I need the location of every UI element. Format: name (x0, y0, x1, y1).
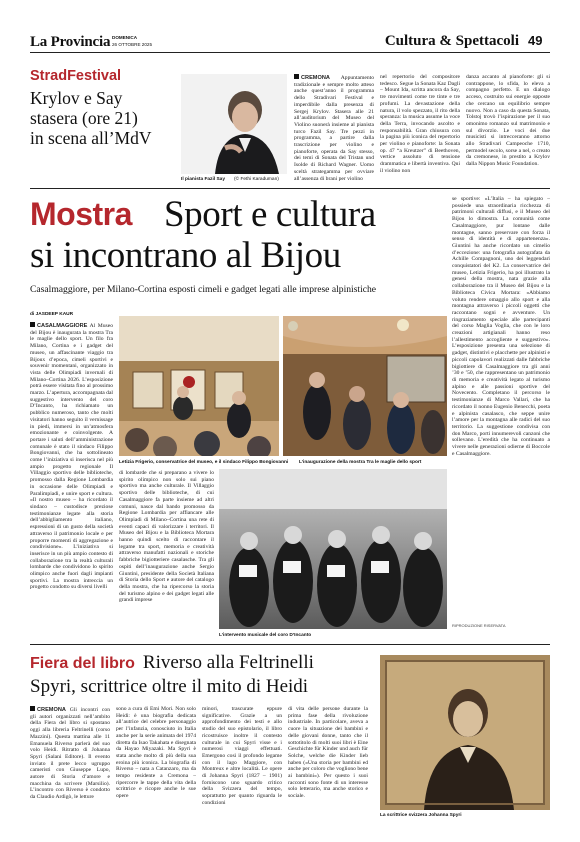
stradfestival-col-3 (466, 74, 550, 184)
pianist-credit: (© Fethi Karaduman) (234, 177, 279, 182)
mostra-credit: RIPRODUZIONE RISERVATA (452, 623, 506, 628)
header-rule (30, 52, 550, 53)
mostra-kicker: Mostra (30, 196, 132, 232)
photo-spyri (380, 655, 550, 810)
masthead-date: 26 OTTOBRE 2025 (112, 42, 153, 47)
page-number: 49 (528, 33, 543, 48)
stradfestival-rule (30, 188, 550, 189)
section-title: Cultura & Spettacoli (384, 33, 519, 49)
fiera-col-4 (288, 706, 368, 818)
stradfestival-kicker: StradFestival (30, 68, 122, 84)
fiera-col-3 (202, 706, 282, 818)
photo-inauguration (283, 316, 447, 456)
masthead-logo[interactable]: La Provincia (30, 34, 111, 50)
fiera-headline (30, 652, 314, 674)
mostra-title-2: si incontrano al Bijou (30, 235, 341, 276)
mostra-subtitle: Casalmaggiore, per Milano-Cortina esposti cimeli e gadget legati alle imprese alpinistiche (30, 284, 377, 295)
caption-inauguration: L’inaugurazione della mostra Tra le maglie dello sport (299, 460, 422, 465)
dateline-square-icon (30, 322, 35, 327)
mostra-text-1: Al Museo del Bijou è inaugurata la mostra Tra le maglie dello sport. Un filo fra Milano, Cortina e i gadget del museo, un affascinante viaggio tra Bijoux d’epoca, cimeli sportivi e souvenir momentani, organizzato in vista delle Olimpiadi invernali di Milano–Cortina 2026. L’esposizione potrà essere visitata fino al prossimo marzo. L’apertura, accompagnata dal suggestivo intervento del coro D’Incanto, ha richiamato un pubblico numeroso, tanto che molti visitatori hanno seguito il vernissage in piedi, immersi in un’atmosfera emozionante e coinvolgente. A portare i saluti dell’amministrazione comunale è stato il sindaco Filippo Bongiovanni, che ha sottolineato come l’iniziativa si inserisca nel più ampio progetto regionale Il Villaggio sportivo delle biblioteche, promosso dalla Regione Lombardia in occasione delle Olimpiadi e Paralimpiadi, e unire sport e cultura. «Il nostro museo – ha ricordato il sindaco – custodisce preziose testimonianze legate alla storia dell’abbigliamento italiano, espressioni di un gusto della società attraverso il patrimonio locale e per proporre momenti di aggregazione e condivisione». L’iniziativa si inserisce in un più ampio contesto di collaborazione tra la realtà culturali lombarde che condividono lo spirito olimpico anche fuori dagli impianti sportivi. La mostra intreccia un progetto condotto su diversi livelli (30, 323, 113, 591)
stradfestival-text-3: danza accanto al pianoforte: gli si contrappone, lo sfida, lo eleva a compagno perfetto. E un dialogo acceso, costruito sui energie opposte che cercano un equilibrio sempre nuovo. Non a caso da questa Sonata, Tolstoj trovò l’ispirazione per il suo omonimo romanzo sul matrimonio e sul divorzio. Le voci dei due musicisti si intrecceranno attorno allo Stradivari Campeoche 1710, permodel secolo, sorse a nel, o creato da cremonese, in prestito a Krylov dalla Nippon Music Foundation. (466, 74, 550, 168)
photo-choir (219, 469, 447, 629)
mostra-dateline: CASALMAGGIORE (37, 323, 88, 329)
fiera-title-1: Riverso alla Feltrinelli (142, 652, 314, 673)
masthead-day: DOMENICA (112, 35, 138, 40)
stradfestival-title-2: stasera (ore 21) (30, 108, 138, 128)
fiera-title-2: Spyri, scrittrice oltre il mito di Heidi (30, 676, 309, 697)
fiera-dateline: CREMONA (37, 707, 66, 713)
stradfestival-text-2: nel repertorio del compositore tedesco. Segue la Sonata Kaz Dagli – Mount Ida, scritta ancora da Say, tre movimenti come tre tinte e tre profumi. La devastazione della natura, il volo spezzato, il rito della speranza: la musica assume la voce della Terra, invocando ascolto e responsabilità. Gran chiusura con la pagina più iconica del repertorio per violino e pianoforte: la Sonata op. 47 “a Kreutzer” di Beethoven, vertice assoluto di tensione drammatica e libertà inventiva. Qui il violino non (380, 74, 460, 174)
mostra-col-2 (119, 470, 214, 635)
stradfestival-title-1: Krylov e Say (30, 88, 123, 108)
caption-frigerio: Letizia Frigerio, conservatrice del museo, e il sindaco Filippo Bongiovanni (119, 460, 289, 465)
caption-choir: L’intervento musicale del coro D’Incanto (219, 633, 312, 638)
pianist-caption: Il pianista Fazil Say (181, 177, 225, 182)
mostra-text-3: se sportive: «L’Italia – ha spiegato – possiede una straordinaria ricchezza di patrimoni culturali diffusi, e il Museo del Bijou lo dimostra. La comunità come Casalmaggiore, pur lontane dalle montagne, sanno preservare con forza il senso di identità e di appartenenza». Giuntini ha anche ricordato un cimelio d’eccezione: una fotografia autografata da Achille Compagnoni, uno dei leggendari conquistatori del K2. La conservatrice del museo, Letizia Frigerio, ha poi illustrato la genesi della mostra, nata grazie alla collaborazione tra il Museo del Bijou e la Biblioteca Civica Mortara: «Abbiamo voluto rendere omaggio allo sport e alla montagna attraverso i piccoli oggetti che raccontano sogni e avventure. Un ringraziamento speciale alle partecipanti del corso Maglia Voglia, che con le loro creazioni artigianali hanno reso l’allestimento accogliente e suggestivo». L’esposizione presenta una selezione di gadget, distintivi e placchette per alpinisti e piccoli capolavori realizzati dalle fabbriche bigiottiere di Casalmaggiore tra gli anni ’30 e ’50, che rappresentano un patrimonio di memoria e creatività legato al turismo alpino e alle passioni sportive del Novecento. Completano il percorso le testimonianze di Marco Vallari, che ha ricordato il nonno Eugenio Benecchi, poeta e alpinista casalasco, che seppe unire l’amore per la montagna alle radici del suo territorio. La suggestione condivisa con don Marco, porti innumerevoli canzoni che sollevano. L’eredità che ha continuato a vivere nelle generazioni odierne di Boccole e Casalmaggiore. (452, 196, 550, 457)
stradfestival-dateline: CREMONA (301, 75, 330, 81)
mostra-title-1: Sport e cultura (164, 194, 376, 235)
fiera-text-3: minori, trascurate eppure significative. Grazie a un approfondimento dei testi e allo studio del suo epistolario, il libro ricostruisce inoltre il contesto culturale in cui Spyri visse e i numerosi viaggi effettuati. Emergono così il profondo legame con il lago Maggiore, con Montreux e altre località. Le opere di Johanna Spyri (1827 – 1901) forniscono uno sguardo critico della Svizzera del tempo, soprattutto per quanto riguarda le condizioni (202, 706, 282, 806)
fiera-col-1 (30, 706, 110, 818)
mostra-col-3 (452, 196, 550, 596)
fiera-text-2: sono a cura di Emi Mori. Non solo Heidi: è una biografia dedicata all’autrice del celebre personaggio per l’infanzia, conosciuto in Italia anche per la serie animata del 1974 diretta da Isao Takahata e disegnata da Hayao Miyazaki. Ma Spyri è stata anche molto di più della sua eroina più iconica. La biografia di Riverso – nata a Catanzaro, ma da tempo residente a Cremona – ripercorre le tappe della vita della scrittrice e ricopre anche le sue opere (116, 706, 196, 800)
dateline-square-icon (30, 706, 35, 711)
stradfestival-col-2 (380, 74, 460, 184)
pianist-photo (181, 74, 287, 174)
fiera-text-4: di vita delle persone durante la prima fase della rivoluzione industriale. In particolare, aveva a cuore la situazione dei bambini e delle giovani donne, tanto che il sottotitolo di molti suoi libri è Eine Geschichte für Kinder und auch für Solche, welche die Kinder lieb haben («Una storia per bambini ed anche per coloro che vogliono bene ai bambini»). Per questo i suoi racconti sono fonte di un interesse solo letterario, ma anche storico e sociale. (288, 706, 368, 800)
stradfestival-text-1: Appuntamento tradizionale e sempre molto atteso anche quest’anno il programma dello Stradivari Festival e imperdibile dalla presenza di Sergej Krylov. Stasera alle 21 all’auditorium del Museo del Violino suonerà insieme al pianista turco Fazil Say. Tre pezzi in programma, a partire dalla trascrizione per violino e pianoforte, operata da Say stesso, dei temi di Sonata del Tristan und Isolde di Richard Wagner. Uomo sceltà strategamma per ovviare all’assenza di brani per violino (294, 75, 374, 182)
stradfestival-col-1 (294, 74, 374, 184)
caption-spyri: La scrittrice svizzera Johanna Spyri (380, 813, 462, 818)
mostra-col-1 (30, 322, 113, 632)
stradfestival-title-3: in scena all’MdV (30, 128, 152, 148)
fiera-text-1: Gli incontri con gli autori organizzati nell’ambito della Fiera del libro si spostano oggi alla libreria Feltrinelli (corso Mazzini). Questa mattina alle 11 Emanuela Riverso parlerà del suo volo Heidi. Ritratto di Johanna Spyri (Salani Editore). Il evento inviato il prete lecco ugruppo cameristi con Giuseppe Lupo, autore di Storia d’amore e macchina da scrivere (Marsilio). L’incontro con Riverso è condotto da Claudio Ardigò, le letture (30, 707, 110, 801)
mostra-rule (30, 644, 550, 645)
dateline-square-icon (294, 74, 299, 79)
byline-author: JASDEEP KAUR (35, 312, 74, 317)
photo-frigerio-bongiovanni (119, 316, 279, 456)
mostra-byline (30, 312, 73, 317)
byline-prefix: di (30, 312, 36, 317)
mostra-text-2: di lombarde che si preparano a vivere lo spirito olimpico non solo sui piano sportivo ma anche culturale. Il Villaggio sportivo delle biblioteche, di cui Casalmaggiore fa parte insieme ad altri comuni, nasce dal bando promosso da Regione Lombardia per affiancare alle Olimpiadi di Milano–Cortina una rete di eventi capaci di valorizzare i territori. Il Museo del Bijou e la Biblioteca Mortara hanno quindi scelto di raccontare il legame tra sport, memoria e creatività attraverso manufatti nazionali e storiche fabbriche bigiotteriere casalasche. Tra gli ospiti dell’inaugurazione anche Sergio Giuntini, presidente della Società Italiana di Storia dello Sport e autore del catalogo della mostra, che ha ripercorso la storia del turismo alpino e dei gadget legati alle grandi imprese (119, 470, 214, 604)
fiera-kicker: Fiera del libro (30, 655, 135, 672)
fiera-col-2 (116, 706, 196, 818)
